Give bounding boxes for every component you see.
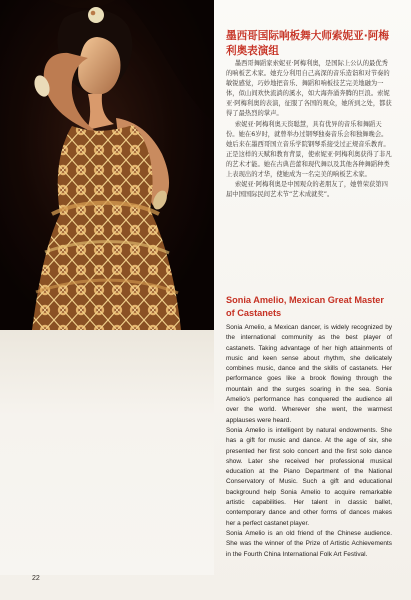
- chinese-body: [226, 59, 392, 200]
- chinese-title: 墨西哥国际响板舞大师索妮亚·阿梅利奥表演组: [226, 30, 389, 57]
- chinese-paragraph: 索妮亚·阿梅利奥是中国观众的老朋友了，她曾荣获第四届中国国际民间艺术节“艺术成就奖”。: [226, 181, 388, 199]
- bottom-image-fade: [0, 330, 214, 575]
- english-title: Sonia Amelio, Mexican Great Master of Castanets: [226, 295, 384, 318]
- chinese-paragraph: 索妮亚·阿梅利奥天资聪慧，具有优异的音乐和舞蹈天份。她在6岁时，就曾举办过钢琴独奏音乐会和独舞晚会。她后来在墨西哥国立音乐学院钢琴系接受过正规音乐教育。正是这样的天赋和教育背景，使索妮亚·阿梅利奥获得了非凡的艺术才能。她在古典芭蕾和现代舞以及其他各种舞蹈种类上表现出的才华，使她成为一名完美的响板艺术家。: [226, 120, 392, 179]
- dancer-photo-illustration: [0, 0, 214, 330]
- english-body: [226, 323, 392, 560]
- english-paragraph: Sonia Amelio, a Mexican dancer, is widely recognized by the international community as the best player of castanets. Taking advantage of her high attainments of music and keen sense about rhythm, she delicately combines music, dance and the skills of castanets. Her performance goes like a brook flowing through the mountain and the surges soaring in the sea. Sonia Amelio's performance has conquered the audience all over the world. Wherever she went, the warmest applauses were heard.: [226, 324, 392, 424]
- hair-flower: [88, 7, 104, 23]
- page-number: 22: [32, 575, 40, 582]
- english-paragraph: Sonia Amelio is intelligent by natural endowments. She has a gift for music and dance. At the age of six, she presented her first solo concert and the first solo dance show. Later she received her professional musical education at the Piano Department of the National Conservatory of Music. Such a gift and educational background help Sonia Amelio to acquire remarkable artistic capabilities. Her talent in classic ballet, contemporary dance and other forms of dances makes her a perfect castanet player.: [226, 426, 392, 527]
- english-paragraph: Sonia Amelio is an old friend of the Chinese audience. She was the winner of the Prize of Artistic Achievements in the Fourth China International Folk Art Festival.: [226, 529, 392, 558]
- dancer-photo: [0, 0, 214, 330]
- chinese-paragraph: 墨西哥舞蹈家索妮亚·阿梅利奥，是国际上公认的最优秀的响板艺术家。她充分利用自己高深的音乐造诣和对节奏的敏锐感觉，巧妙地把音乐、舞蹈和响板技艺完美地融为一体，似山间欢快流淌的溪水，如大海奔涌奔腾的巨浪。索妮亚·阿梅利奥的表演，征服了各国的观众，她所到之处，都获得了最热烈的掌声。: [226, 60, 392, 118]
